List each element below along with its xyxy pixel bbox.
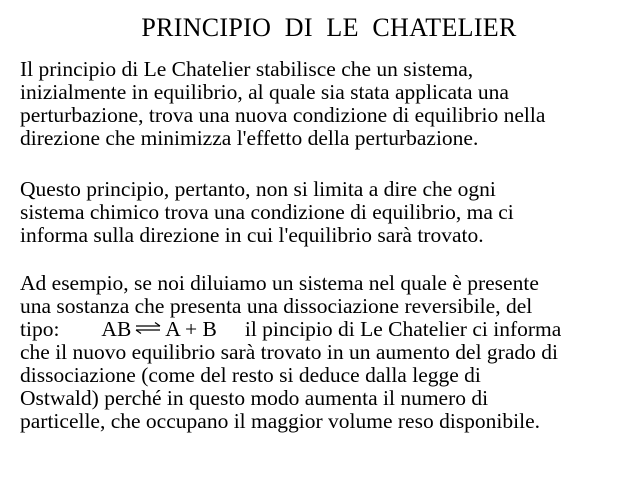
text-line: Ostwald) perché in questo modo aumenta il numero di xyxy=(20,386,489,410)
equation-products: A + B xyxy=(165,317,217,341)
equation-line xyxy=(20,318,630,341)
text-line: inizialmente in equilibrio, al quale sia stata applicata una xyxy=(20,80,509,104)
page-title: PRINCIPIO DI LE CHATELIER xyxy=(141,13,517,42)
equation-reactant: AB xyxy=(101,317,132,341)
text-line: dissociazione (come del resto si deduce dalla legge di xyxy=(20,363,481,387)
text-line: una sostanza che presenta una dissociazione reversibile, del xyxy=(20,294,533,318)
text-line: informa sulla direzione in cui l'equilibrio sarà trovato. xyxy=(20,223,484,247)
equation-tail-text: il pincipio di Le Chatelier ci informa xyxy=(244,317,562,341)
paragraph-explanation xyxy=(20,178,630,247)
text-line: che il nuovo equilibrio sarà trovato in un aumento del grado di xyxy=(20,340,558,364)
equilibrium-arrows-icon xyxy=(135,322,161,334)
text-line: direzione che minimizza l'effetto della perturbazione. xyxy=(20,126,479,150)
text-line: particelle, che occupano il maggior volume reso disponibile. xyxy=(20,409,541,433)
equation-lead-text: tipo: xyxy=(20,317,60,341)
text-line: perturbazione, trova una nuova condizione di equilibrio nella xyxy=(20,103,546,127)
text-line: Questo principio, pertanto, non si limita a dire che ogni xyxy=(20,177,496,201)
text-line: Il principio di Le Chatelier stabilisce che un sistema, xyxy=(20,57,474,81)
paragraph-definition xyxy=(20,58,630,150)
text-line: Ad esempio, se noi diluiamo un sistema nel quale è presente xyxy=(20,271,539,295)
text-line: sistema chimico trova una condizione di equilibrio, ma ci xyxy=(20,200,514,224)
paragraph-example xyxy=(20,272,630,433)
